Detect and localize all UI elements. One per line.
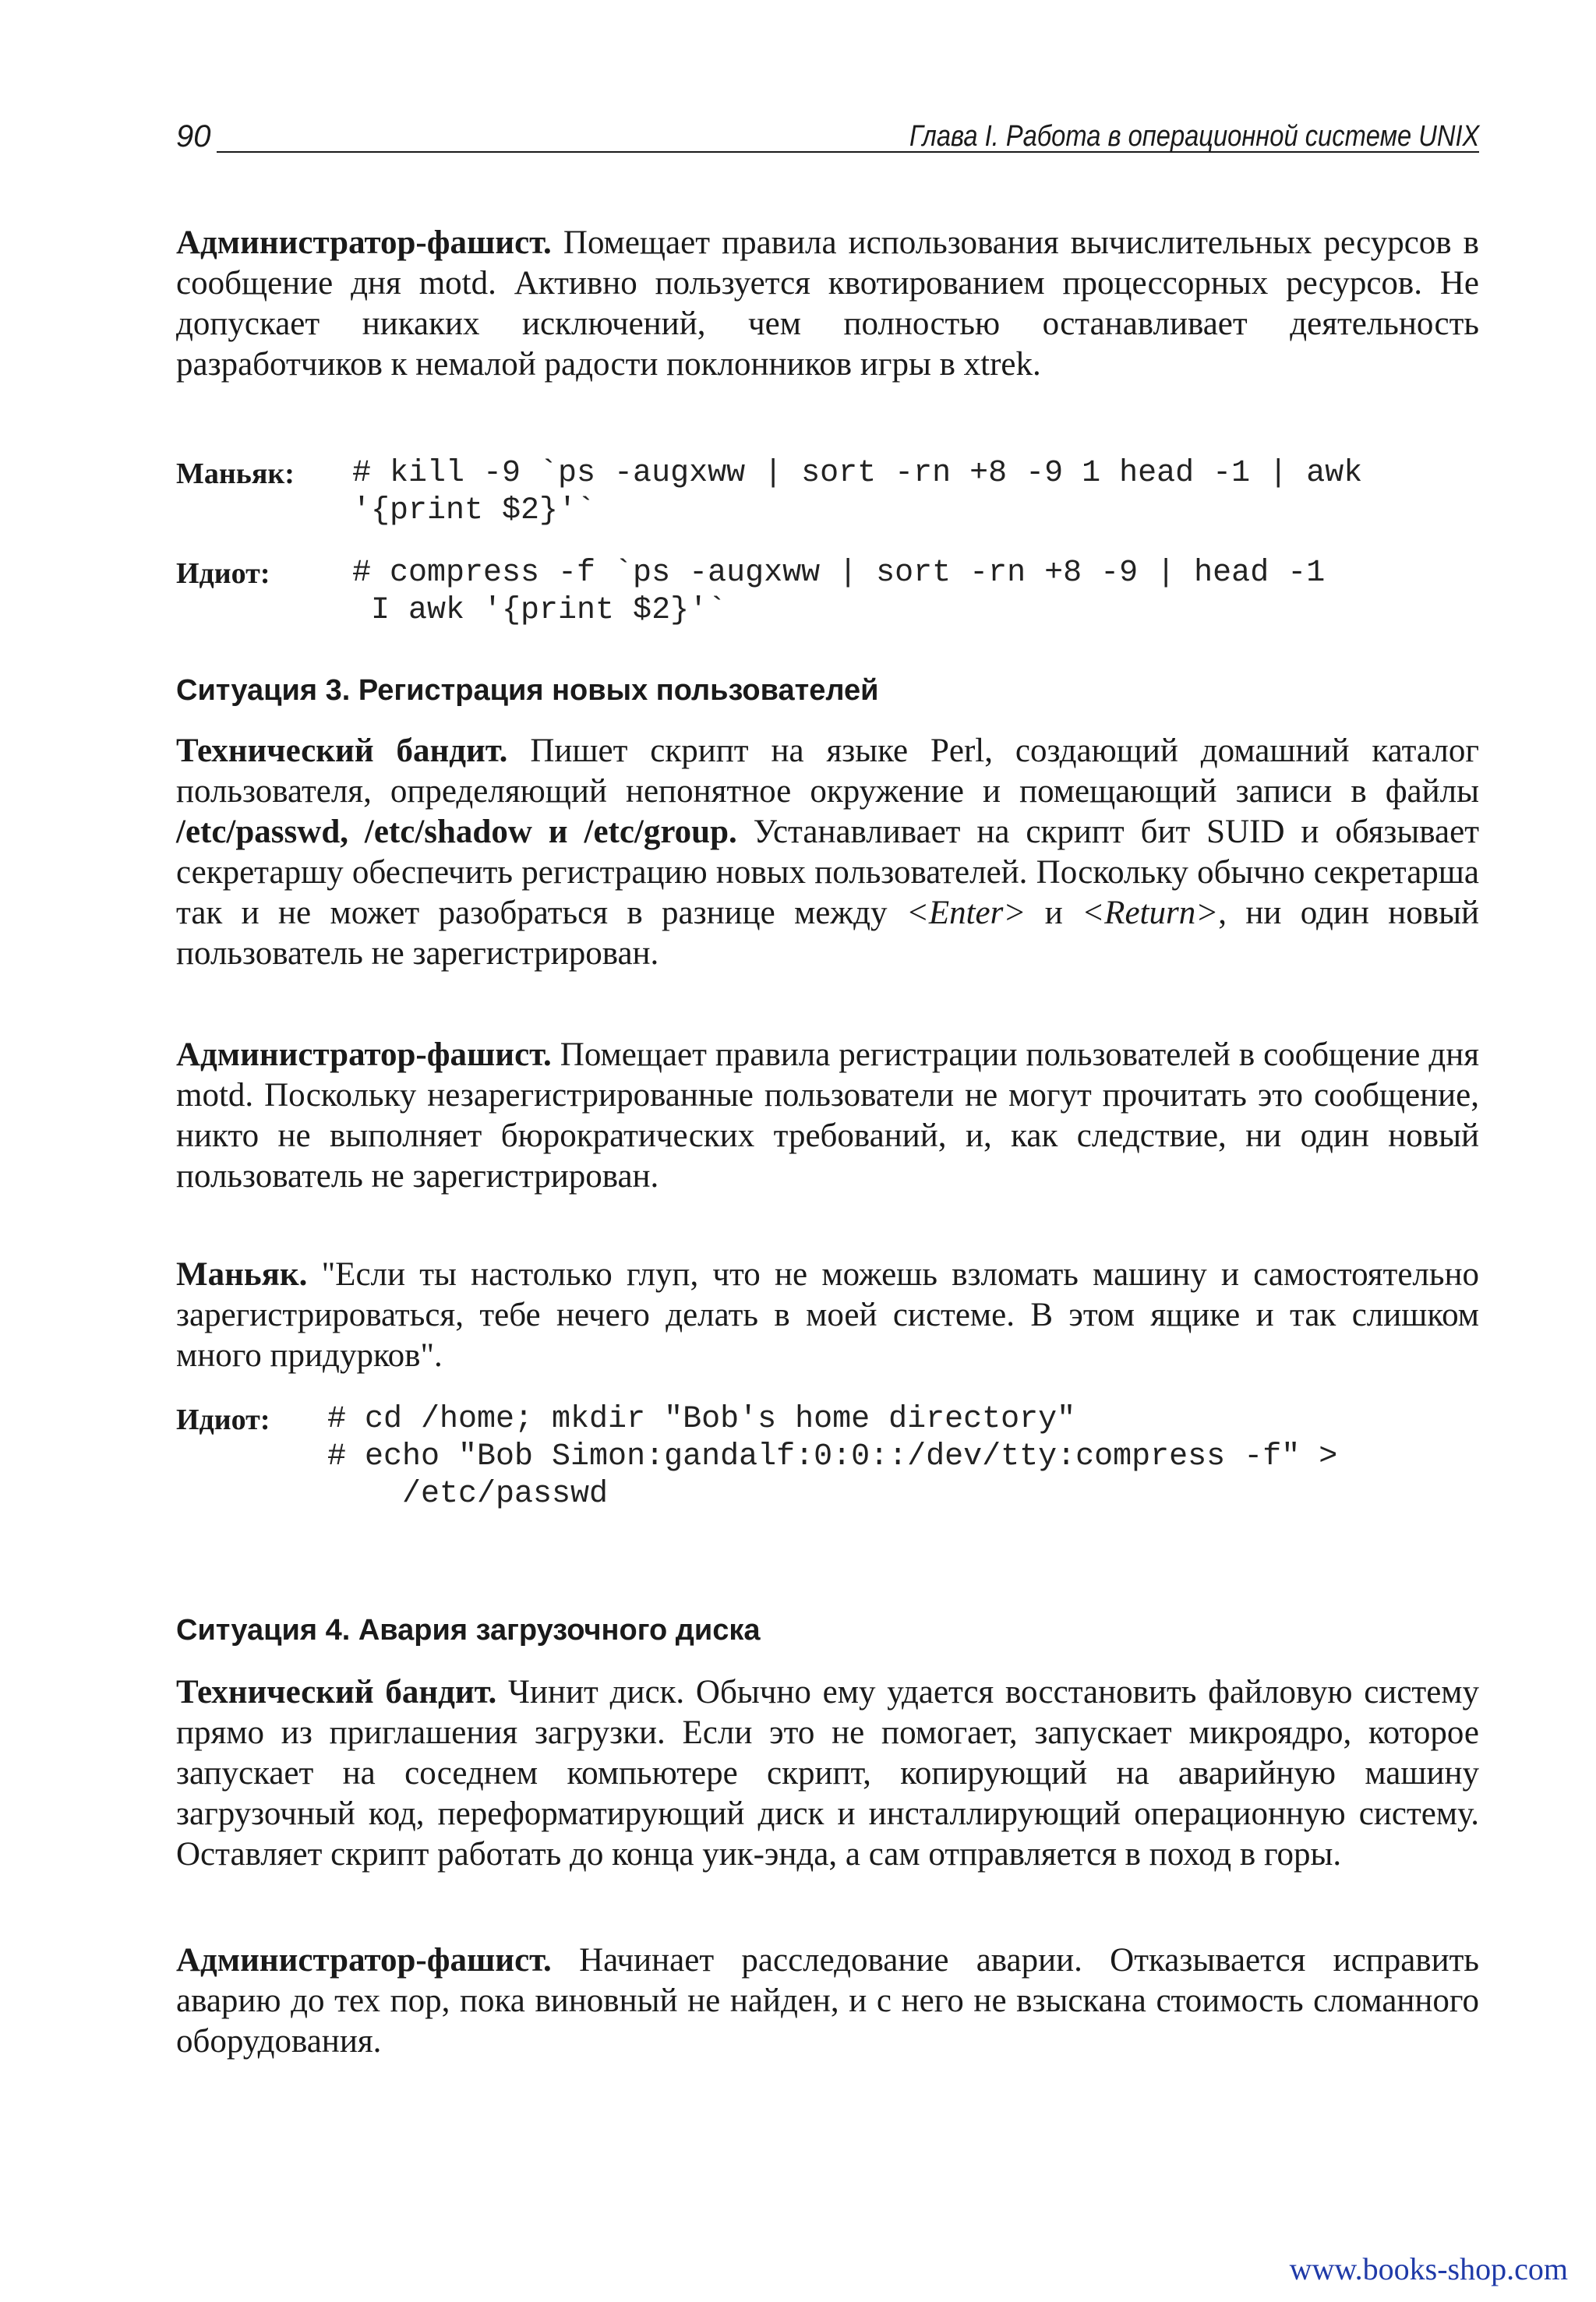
code-block-maniac-1 [176, 455, 1479, 530]
key-enter: <Enter> [906, 895, 1026, 931]
running-title: Глава I. Работа в операционной системе UNIX [909, 120, 1479, 153]
section-title: Ситуация 4. Авария загрузочного диска [176, 1614, 761, 1647]
paragraph-admin-fascist-2 [176, 1035, 1479, 1197]
paragraph-text: "Если ты настолько глуп, что не можешь взломать машину и самостоятельно зарегистрироваться, тебе нечего делать в моей системе. В этом ящике и так слишком много придурков". [176, 1256, 1479, 1374]
code-block-idiot-1 [176, 555, 1479, 630]
footer-site-link[interactable]: www.books-shop.com [1289, 2251, 1568, 2286]
speaker-label: Администратор-фашист. [176, 1036, 552, 1073]
speaker-label: Технический бандит. [176, 733, 508, 769]
paragraph-admin-fascist-1 [176, 223, 1479, 385]
code-line: '{print $2}'` [352, 493, 596, 528]
code-line: /etc/passwd [327, 1477, 609, 1512]
paragraph-text: Помещает правила использования вычислительных ресурсов в сообщение дня motd. Активно пользуется квотированием процессорных ресурсов. Не допускает никаких исключений, чем полностью останавливает деятельность разработчиков к немалой радости поклонников игры в xtrek. [176, 224, 1479, 383]
paragraph-text: Помещает правила регистрации пользователей в сообщение дня motd. Поскольку незарегистрированные пользователи не могут прочитать это сообщение, никто не выполняет бюрократических требований, и, как следствие, ни один новый пользователь не зарегистрирован. [176, 1036, 1479, 1195]
section-heading-3 [176, 672, 1479, 709]
paragraph-text: Начинает расследование аварии. Отказывается исправить аварию до тех пор, пока виновный не найден, и с него не взыскана стоимость сломанного оборудования. [176, 1942, 1479, 2060]
speaker-label: Администратор-фашист. [176, 224, 552, 261]
code-label: Идиот: [176, 1403, 270, 1436]
speaker-label: Маньяк. [176, 1256, 308, 1293]
file-paths: /etc/passwd, /etc/shadow и /etc/group. [176, 814, 737, 850]
section-title: Ситуация 3. Регистрация новых пользователей [176, 674, 879, 707]
paragraph-text: Чинит диск. Обычно ему удается восстановить файловую систему прямо из приглашения загрузки. Если это не помогает, запускает микроядро, которое запускает на соседнем компьютере скрипт, копирующий на аварийную машину загрузочный код, переформатирующий диск и инсталлирующий операционную систему. Оставляет скрипт работать до конца уик-энда, а сам отправляется в поход в горы. [176, 1674, 1479, 1873]
code-line: # compress -f `ps -augxww | sort -rn +8 -9 | head -1 [352, 556, 1326, 591]
code-line: # kill -9 `ps -augxww | sort -rn +8 -9 1 head -1 | awk [352, 456, 1363, 491]
code-label: Маньяк: [176, 457, 295, 490]
page-header [176, 117, 1479, 156]
paragraph-text: Устанавливает на скрипт бит SUID и обязывает секретаршу обеспечить регистрацию новых пользователей. Поскольку обычно секретарша так и не может разобраться в разнице между [176, 814, 1479, 931]
page-number: 90 [176, 119, 211, 154]
code-line: # cd /home; mkdir "Bob's home directory" [327, 1402, 1076, 1437]
paragraph-maniac [176, 1255, 1479, 1376]
speaker-label: Администратор-фашист. [176, 1942, 552, 1979]
section-heading-4 [176, 1612, 1479, 1649]
code-line: I awk '{print $2}'` [352, 593, 727, 628]
code-block-idiot-2 [176, 1401, 1479, 1513]
paragraph-technical-bandit-2 [176, 1672, 1479, 1875]
paragraph-text: и [1026, 895, 1082, 931]
key-return: <Return> [1082, 895, 1219, 931]
paragraph-text: Пишет скрипт на языке Perl, создающий домашний каталог пользователя, определяющий непонятное окружение и помещающий записи в файлы [176, 733, 1479, 810]
paragraph-text: , ни один новый пользователь не зарегистрирован. [176, 895, 1479, 972]
code-line: # echo "Bob Simon:gandalf:0:0::/dev/tty:compress -f" > [327, 1439, 1338, 1474]
paragraph-technical-bandit-1 [176, 731, 1479, 974]
speaker-label: Технический бандит. [176, 1674, 497, 1711]
code-label: Идиот: [176, 557, 270, 590]
paragraph-admin-fascist-3 [176, 1940, 1479, 2062]
